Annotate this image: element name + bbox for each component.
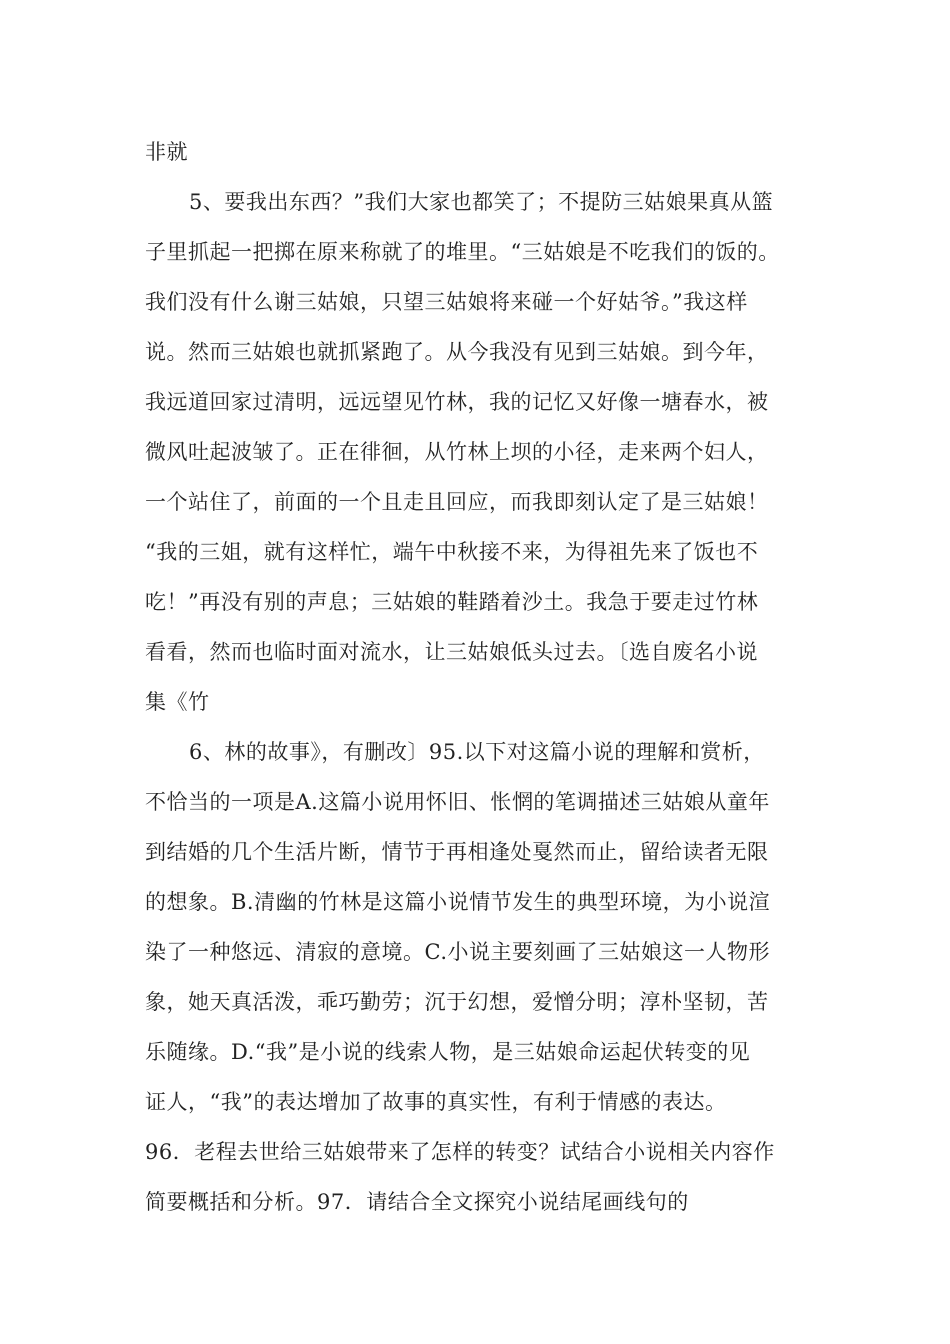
text-line: 非就	[145, 140, 188, 164]
text-line: 一个站住了，前面的一个且走且回应，而我即刻认定了是三姑娘！	[145, 490, 769, 514]
text-line: 吃！”再没有别的声息；三姑娘的鞋踏着沙土。我急于要走过竹林	[145, 590, 759, 614]
text-line: “我的三姐，就有这样忙，端午中秋接不来，为得祖先来了饭也不	[145, 540, 759, 564]
text-line: 到结婚的几个生活片断，情节于再相逢处戛然而止，留给读者无限	[145, 840, 769, 864]
text-line: 证人，“我”的表达增加了故事的真实性，有利于情感的表达。	[145, 1090, 727, 1114]
text-line: 看看，然而也临时面对流水，让三姑娘低头过去。〔选自废名小说	[145, 640, 758, 664]
text-line: 集《竹	[145, 690, 210, 714]
text-line: 染了一种悠远、清寂的意境。C.小说主要刻画了三姑娘这一人物形	[145, 940, 770, 964]
text-line: 不恰当的一项是A.这篇小说用怀旧、怅惘的笔调描述三姑娘从童年	[145, 790, 770, 814]
text-line: 96．老程去世给三姑娘带来了怎样的转变？试结合小说相关内容作	[145, 1140, 775, 1164]
text-line: 乐随缘。D.“我”是小说的线索人物，是三姑娘命运起伏转变的见	[145, 1040, 751, 1064]
text-line: 说。然而三姑娘也就抓紧跑了。从今我没有见到三姑娘。到今年，	[145, 340, 769, 364]
text-line: 微风吐起波皱了。正在徘徊，从竹林上坝的小径，走来两个妇人，	[145, 440, 769, 464]
text-line: 的想象。B.清幽的竹林是这篇小说情节发生的典型环境，为小说渲	[145, 890, 771, 914]
text-line: 简要概括和分析。97．请结合全文探究小说结尾画线句的	[145, 1190, 689, 1214]
text-line: 5、要我出东西？”我们大家也都笑了；不提防三姑娘果真从篮	[189, 190, 774, 214]
text-line: 我们没有什么谢三姑娘，只望三姑娘将来碰一个好姑爷。”我这样	[145, 290, 748, 314]
text-line: 6、林的故事》，有删改〕95.以下对这篇小说的理解和赏析，	[189, 740, 765, 764]
text-line: 我远道回家过清明，远远望见竹林，我的记忆又好像一塘春水，被	[145, 390, 769, 414]
text-line: 象，她天真活泼，乖巧勤劳；沉于幻想，爱憎分明；淳朴坚韧，苦	[145, 990, 769, 1014]
text-line: 子里抓起一把掷在原来称就了的堆里。“三姑娘是不吃我们的饭的。	[145, 240, 780, 264]
